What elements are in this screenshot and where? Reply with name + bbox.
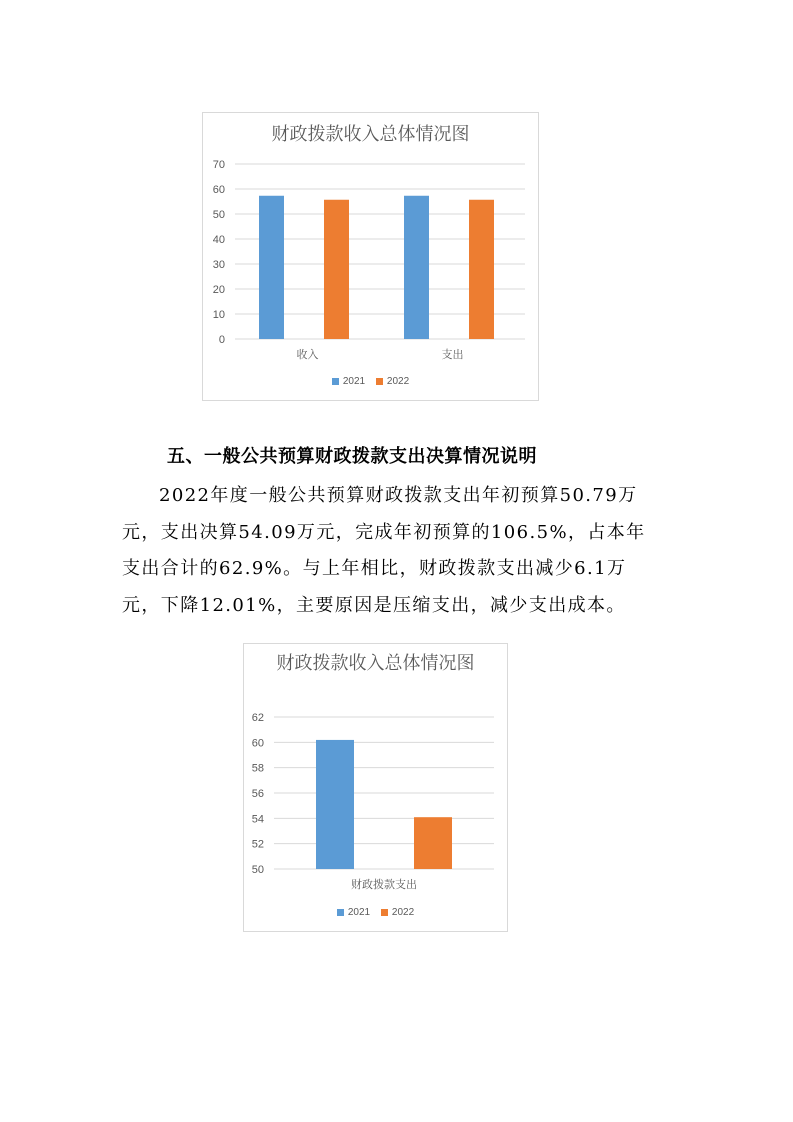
paragraph-line: 元，下降12.01%，主要原因是压缩支出，减少支出成本。 — [122, 594, 626, 616]
y-tick-label: 40 — [212, 234, 225, 246]
y-tick-label: 20 — [212, 284, 225, 296]
legend-swatch-2022 — [381, 909, 388, 916]
legend-label-2021: 2021 — [342, 376, 366, 387]
legend-item-2021 — [332, 376, 365, 387]
bar-2021 — [316, 740, 354, 869]
chart-legend — [203, 376, 538, 388]
bar-2022 — [324, 200, 349, 339]
section-paragraph — [122, 478, 674, 624]
chart-title: 财政拨款收入总体情况图 — [276, 653, 475, 674]
y-tick-label: 56 — [251, 788, 264, 800]
paragraph-line: 支出合计的62.9%。与上年相比，财政拨款支出减少6.1万 — [122, 558, 627, 579]
expenditure-chart — [243, 643, 508, 932]
chart-legend — [244, 907, 507, 919]
x-tick-label: 收入 — [296, 348, 319, 361]
y-tick-label: 54 — [251, 813, 264, 826]
legend-swatch-2022 — [376, 378, 383, 385]
bar-2021 — [259, 196, 284, 339]
y-tick-label: 52 — [251, 838, 264, 851]
legend-label-2022: 2022 — [386, 376, 410, 387]
chart-title: 财政拨款收入总体情况图 — [271, 124, 470, 145]
section-heading: 五、一般公共预算财政拨款支出决算情况说明 — [167, 446, 537, 467]
income-overview-chart — [202, 112, 539, 401]
legend-label-2021: 2021 — [347, 907, 371, 918]
legend-item-2021 — [337, 907, 370, 918]
y-tick-label: 60 — [212, 184, 225, 196]
y-tick-label: 50 — [251, 864, 264, 876]
paragraph-line: 元，支出决算54.09万元，完成年初预算的106.5%，占本年 — [122, 521, 646, 543]
x-tick-label: 财政拨款支出 — [351, 878, 417, 891]
y-tick-label: 60 — [251, 737, 264, 750]
x-tick-label: 支出 — [441, 348, 464, 361]
y-tick-label: 58 — [251, 762, 264, 775]
y-tick-label: 70 — [212, 159, 225, 171]
legend-swatch-2021 — [332, 378, 339, 385]
paragraph-line: 2022年度一般公共预算财政拨款支出年初预算50.79万 — [159, 485, 638, 506]
y-tick-label: 10 — [212, 309, 225, 321]
y-tick-label: 0 — [218, 334, 225, 346]
legend-item-2022 — [376, 376, 409, 387]
legend-item-2022 — [381, 907, 414, 918]
y-tick-label: 62 — [251, 712, 264, 724]
bar-2022 — [469, 200, 494, 339]
y-tick-label: 30 — [212, 259, 225, 271]
chart-plot — [203, 113, 540, 402]
legend-swatch-2021 — [337, 909, 344, 916]
bar-2021 — [404, 196, 429, 339]
bar-2022 — [414, 817, 452, 869]
y-tick-label: 50 — [212, 209, 225, 221]
legend-label-2022: 2022 — [391, 907, 415, 918]
chart-plot — [244, 644, 509, 933]
